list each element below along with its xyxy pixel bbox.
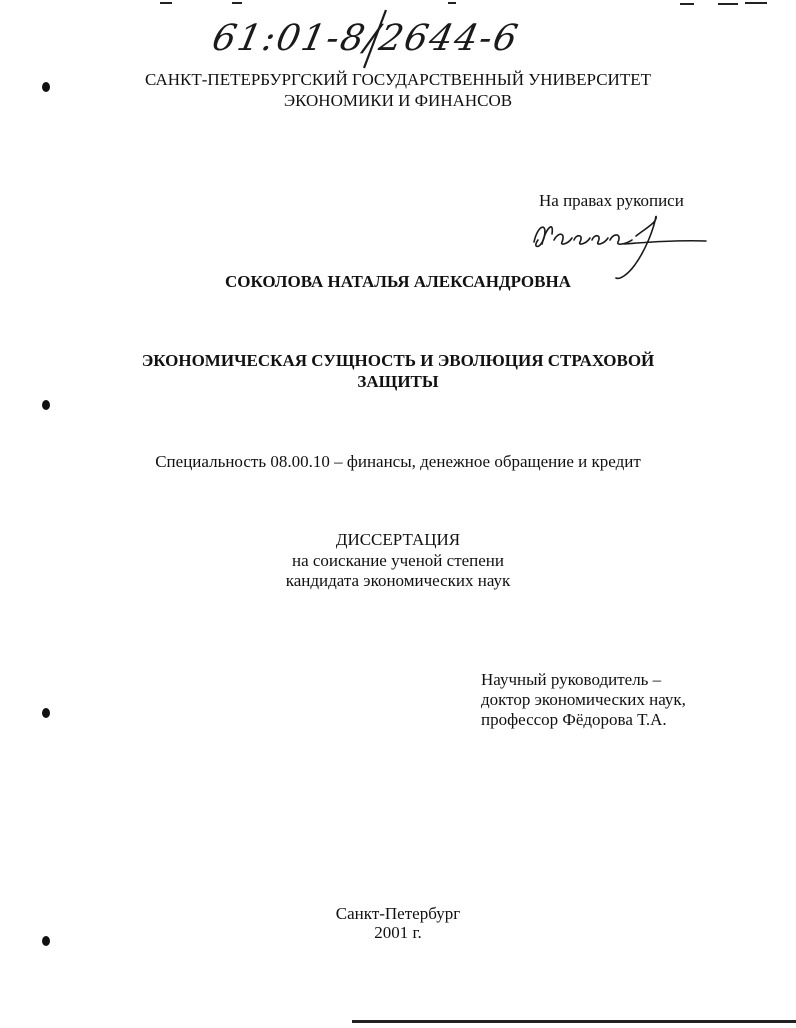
- scan-speck: [745, 2, 767, 4]
- handwritten-archive-code: 61:01-8/2644-6: [208, 18, 523, 59]
- dissertation-title-line1: ЭКОНОМИЧЕСКАЯ СУЩНОСТЬ И ЭВОЛЮЦИЯ СТРАХОВОЙ: [141, 351, 655, 370]
- supervisor-name: профессор Фёдорова Т.А.: [481, 710, 667, 729]
- rights-note: На правах рукописи: [539, 191, 684, 210]
- university-name-line2: ЭКОНОМИКИ И ФИНАНСОВ: [283, 91, 513, 110]
- archive-code-slash: [360, 8, 390, 70]
- scan-speck: [718, 3, 738, 5]
- scan-speck: [680, 3, 694, 5]
- degree-purpose: на соискание ученой степени: [291, 551, 505, 570]
- scan-speck: [448, 2, 456, 4]
- dissertation-heading: ДИССЕРТАЦИЯ: [335, 530, 461, 549]
- university-name-line1: САНКТ-ПЕТЕРБУРГСКИЙ ГОСУДАРСТВЕННЫЙ УНИВЕРСИТЕТ: [144, 70, 651, 89]
- binder-hole-mark: [42, 708, 50, 718]
- scan-speck: [160, 2, 172, 4]
- binder-hole-mark: [42, 400, 50, 410]
- scan-edge-line: [352, 1020, 796, 1023]
- specialty-line: Специальность 08.00.10 – финансы, денежное обращение и кредит: [155, 452, 641, 471]
- author-name: СОКОЛОВА НАТАЛЬЯ АЛЕКСАНДРОВНА: [225, 272, 571, 291]
- year: 2001 г.: [374, 923, 422, 942]
- supervisor-role: Научный руководитель –: [481, 670, 662, 689]
- supervisor-degree: доктор экономических наук,: [481, 690, 686, 709]
- dissertation-title-line2: ЗАЩИТЫ: [357, 372, 439, 391]
- place: Санкт-Петербург: [335, 904, 461, 923]
- degree-name: кандидата экономических наук: [285, 571, 511, 590]
- scan-speck: [232, 2, 242, 4]
